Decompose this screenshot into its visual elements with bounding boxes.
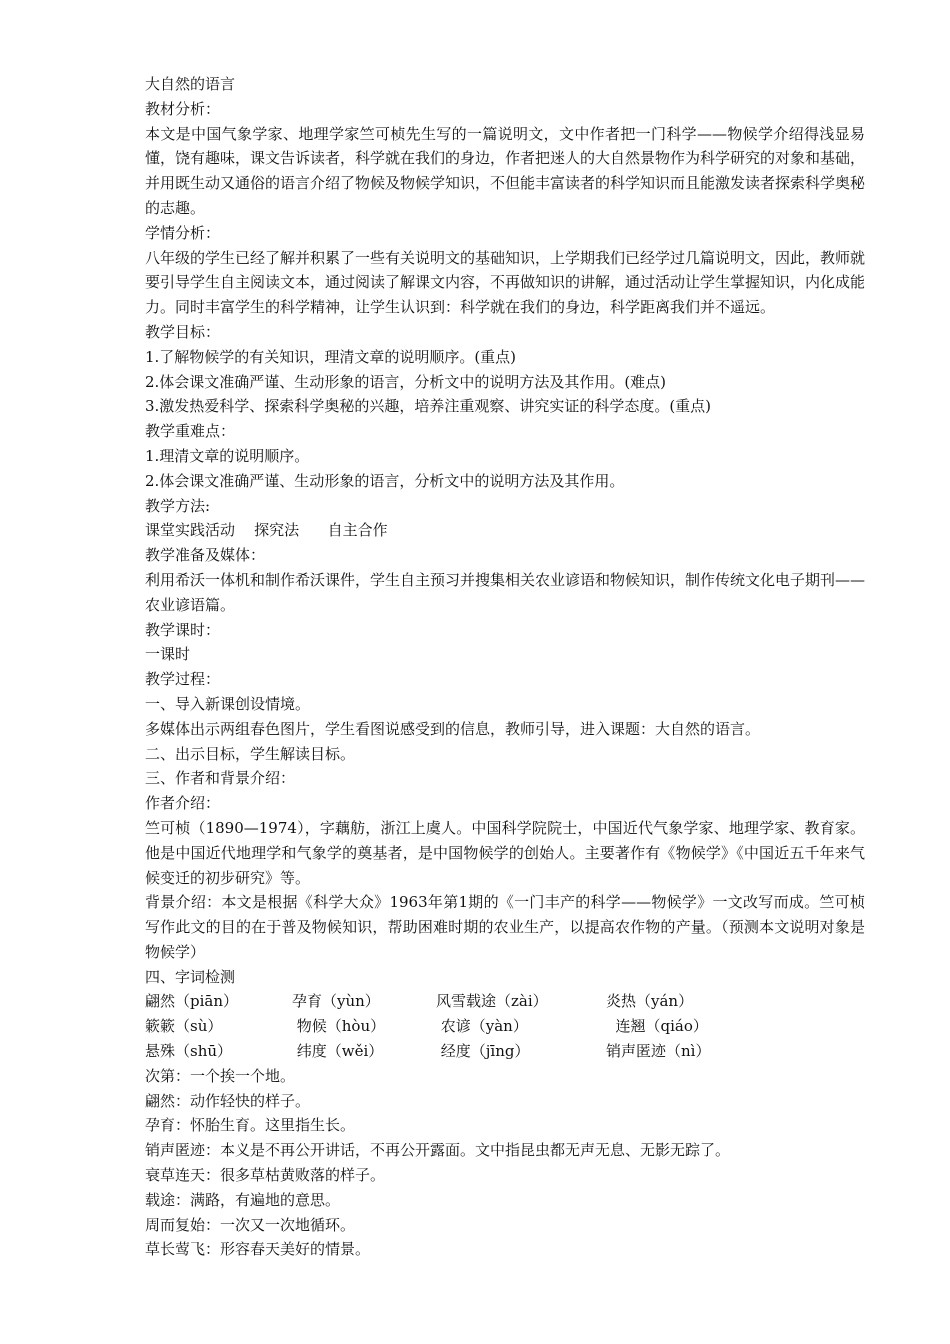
- definition-item: 孕育：怀胎生育。这里指生长。: [145, 1116, 356, 1135]
- goal-item: 2.体会课文准确严谨、生动形象的语言，分析文中的说明方法及其作用。(难点): [145, 372, 667, 391]
- section-heading: 教学重难点：: [145, 422, 236, 441]
- definition-item: 周而复始：一次又一次地循环。: [145, 1215, 356, 1234]
- goal-item: 1.了解物候学的有关知识，理清文章的说明顺序。(重点): [145, 347, 517, 366]
- definition-item: 载途：满路，有遍地的意思。: [145, 1190, 341, 1209]
- word-item: 炎热（yán）: [606, 992, 694, 1011]
- process-step: 四、字词检测: [145, 967, 236, 986]
- definition-item: 草长莺飞：形容春天美好的情景。: [145, 1240, 371, 1259]
- section-heading: 教学过程：: [145, 670, 221, 689]
- word-item: 物候（hòu）: [292, 1017, 386, 1036]
- paragraph: 多媒体出示两组春色图片，学生看图说感受到的信息，教师引导，进入课题：大自然的语言。: [145, 719, 761, 738]
- definition-item: 次第：一个挨一个地。: [145, 1066, 296, 1085]
- word-item: 悬殊（shū）: [145, 1042, 233, 1061]
- word-item: 经度（jīng）: [436, 1042, 530, 1061]
- process-step: 三、作者和背景介绍：: [145, 769, 296, 788]
- document-body: [145, 72, 865, 1262]
- section-heading: 教学目标：: [145, 322, 221, 341]
- word-item: 孕育（yùn）: [292, 992, 380, 1011]
- sub-heading: 作者介绍：: [145, 794, 221, 813]
- paragraph: 八年级的学生已经了解并积累了一些有关说明文的基础知识，上学期我们已经学过几篇说明文，因此，教师就要引导学生自主阅读文本，通过阅读了解课文内容，不再做知识的讲解，通过活动让学生掌握知识，内化成能力。同时丰富学生的科学精神，让学生认识到：科学就在我们的身边，科学距离我们并不遥远。: [145, 248, 866, 317]
- class-hours: 一课时: [145, 645, 191, 664]
- process-step: 二、出示目标，学生解读目标。: [145, 744, 356, 763]
- goal-item: 3.激发热爱科学、探索科学奥秘的兴趣，培养注重观察、讲究实证的科学态度。(重点): [145, 397, 712, 416]
- word-row: [145, 989, 865, 1014]
- section-heading: 教学课时：: [145, 620, 221, 639]
- key-point-item: 1.理清文章的说明顺序。: [145, 446, 310, 465]
- definition-item: 翩然：动作轻快的样子。: [145, 1091, 311, 1110]
- doc-title: 大自然的语言: [145, 75, 236, 93]
- definition-item: 销声匿迹：本义是不再公开讲话，不再公开露面。文中指昆虫都无声无息、无影无踪了。: [145, 1141, 731, 1160]
- word-item: 翩然（piān）: [145, 992, 239, 1011]
- section-heading: 教学准备及媒体：: [145, 546, 266, 565]
- paragraph: 利用希沃一体机和制作希沃课件，学生自主预习并搜集相关农业谚语和物候知识，制作传统文化电子期刊——农业谚语篇。: [145, 570, 866, 614]
- paragraph: 本文是中国气象学家、地理学家竺可桢先生写的一篇说明文，文中作者把一门科学——物候学介绍得浅显易懂，饶有趣味，课文告诉读者，科学就在我们的身边，作者把迷人的大自然景物作为科学研究的对象和基础，并用既生动又通俗的语言介绍了物候及物候学知识，不但能丰富读者的科学知识而且能激发读者探索科学奥秘的志趣。: [145, 124, 866, 217]
- word-item: 风雪载途（zài）: [436, 992, 548, 1011]
- word-item: 销声匿迹（nì）: [606, 1042, 711, 1061]
- word-item: 簌簌（sù）: [145, 1017, 223, 1036]
- process-step: 一、导入新课创设情境。: [145, 694, 311, 713]
- methods-line: 课堂实践活动 探究法 自主合作: [145, 521, 388, 540]
- definition-item: 衰草连天：很多草枯黄败落的样子。: [145, 1166, 386, 1185]
- word-item: 连翘（qiáo）: [606, 1017, 708, 1036]
- section-heading: 教材分析：: [145, 99, 221, 118]
- paragraph: 背景介绍：本文是根据《科学大众》1963年第1期的《一门丰产的科学——物候学》一文改写而成。竺可桢写作此文的目的在于普及物候知识，帮助困难时期的农业生产，以提高农作物的产量。（预测本文说明对象是物候学）: [145, 893, 865, 961]
- word-item: 农谚（yàn）: [436, 1017, 528, 1036]
- section-heading: 学情分析：: [145, 223, 221, 242]
- word-row: [145, 1039, 865, 1064]
- section-heading: 教学方法:: [145, 496, 211, 515]
- word-item: 纬度（wěi）: [292, 1042, 384, 1061]
- key-point-item: 2.体会课文准确严谨、生动形象的语言，分析文中的说明方法及其作用。: [145, 471, 625, 490]
- word-row: [145, 1014, 865, 1039]
- paragraph: 竺可桢（1890—1974），字藕舫，浙江上虞人。中国科学院院士，中国近代气象学家、地理学家、教育家。他是中国近代地理学和气象学的奠基者，是中国物候学的创始人。主要著作有《物候学》《中国近五千年来气候变迁的初步研究》等。: [145, 818, 865, 887]
